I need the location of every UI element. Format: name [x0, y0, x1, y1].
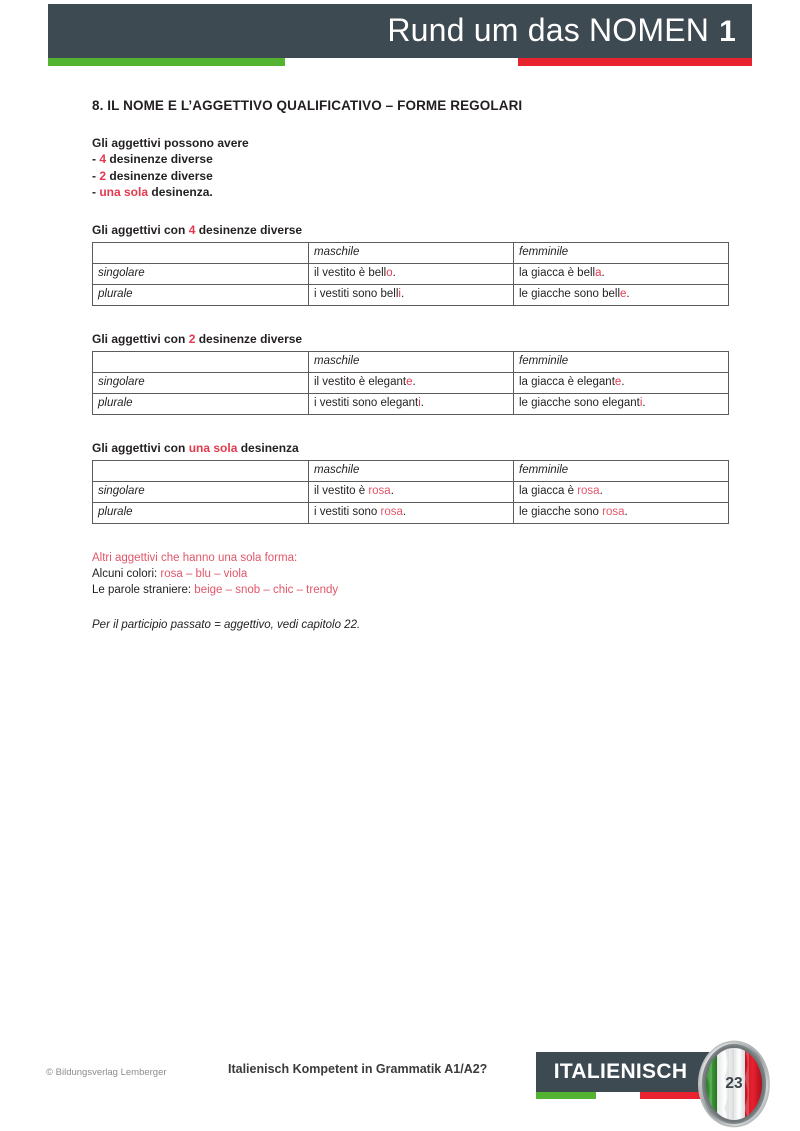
cell-text-pre: il vestito è	[314, 485, 369, 498]
table-1-header-maschile: maschile	[309, 242, 514, 263]
footer-tagline: Italienisch Kompetent in Grammatik A1/A2?	[228, 1062, 488, 1076]
cell-text-accent: rosa	[380, 506, 403, 519]
intro-item-3-dash: -	[92, 185, 100, 200]
table-caption-1-post: desinenze diverse	[195, 222, 303, 237]
table-1-row-2-femminile	[514, 284, 729, 305]
table-caption-1-pre: Gli aggettivi con	[92, 222, 189, 237]
table-row	[93, 284, 729, 305]
header-red-rule	[518, 58, 752, 66]
grammar-table-1	[92, 242, 729, 306]
cell-text-accent: i	[418, 397, 421, 410]
cell-text-pre: il vestito è bell	[314, 267, 387, 280]
table-3-row-2-maschile	[309, 502, 514, 523]
italienisch-badge	[536, 1052, 721, 1092]
table-2-row-1-label: singolare	[93, 372, 309, 393]
table-2-header-maschile: maschile	[309, 351, 514, 372]
table-2-row-2-maschile	[309, 393, 514, 414]
notes-colors-label: Alcuni colori:	[92, 567, 161, 580]
notes-foreign-line	[92, 582, 732, 598]
cell-text-pre: le giacche sono elegant	[519, 397, 640, 410]
cell-text-post: .	[420, 397, 424, 410]
cell-text-pre: la giacca è elegant	[519, 376, 615, 389]
intro-item-1	[92, 151, 732, 167]
header-title-text: Rund um das NOMEN	[387, 11, 710, 48]
table-3-row-2-femminile	[514, 502, 729, 523]
table-3-header-empty	[93, 460, 309, 481]
table-row	[93, 460, 729, 481]
table-caption-3-post: desinenza	[237, 440, 299, 455]
table-3-row-1-maschile	[309, 481, 514, 502]
table-caption-3-pre: Gli aggettivi con	[92, 440, 189, 455]
table-2-header-femminile: femminile	[514, 351, 729, 372]
table-row	[93, 393, 729, 414]
cell-text-post: .	[402, 506, 407, 519]
table-caption-3-accent: una sola	[188, 440, 238, 455]
cell-text-pre: i vestiti sono elegant	[314, 397, 419, 410]
intro-item-1-rest: desinenze diverse	[106, 152, 213, 167]
table-2-row-2-label: plurale	[93, 393, 309, 414]
table-block-2-endings	[92, 332, 732, 415]
cell-text-pre: i vestiti sono	[314, 506, 381, 519]
notes-foreign-value: beige – snob – chic – trendy	[194, 583, 339, 596]
header-bar	[48, 4, 752, 58]
intro-item-2-accent: 2	[99, 168, 107, 183]
page-footer	[0, 1040, 800, 1131]
table-3-header-maschile: maschile	[309, 460, 514, 481]
cell-text-pre: il vestito è elegant	[314, 376, 407, 389]
cell-text-post: .	[390, 485, 394, 498]
intro-item-1-dash: -	[92, 152, 100, 167]
table-1-header-femminile: femminile	[514, 242, 729, 263]
table-1-row-1-label: singolare	[93, 263, 309, 284]
page-content	[92, 98, 732, 633]
intro-item-2-dash: -	[92, 168, 100, 183]
intro-item-3	[92, 184, 732, 200]
notes-colors-value: rosa – blu – viola	[160, 567, 248, 580]
section-title: 8. IL NOME E L’AGGETTIVO QUALIFICATIVO – FORME REGOLARI	[92, 98, 523, 113]
table-row	[93, 242, 729, 263]
table-row	[93, 481, 729, 502]
badge-red-rule	[640, 1092, 702, 1099]
cell-text-accent: e	[620, 288, 627, 301]
cell-text-post: .	[601, 267, 605, 280]
table-caption-2-accent: 2	[188, 331, 196, 346]
table-caption-2	[92, 332, 732, 346]
table-2-header-empty	[93, 351, 309, 372]
intro-block	[92, 135, 732, 201]
table-1-row-1-femminile	[514, 263, 729, 284]
cell-text-accent: rosa	[368, 485, 391, 498]
grammar-table-3	[92, 460, 729, 524]
chapter-number: 1	[719, 14, 736, 48]
table-caption-1-accent: 4	[188, 222, 196, 237]
intro-item-3-rest: desinenza.	[148, 185, 213, 200]
cell-text-post: .	[621, 376, 625, 389]
table-row	[93, 502, 729, 523]
cell-text-accent: rosa	[602, 506, 625, 519]
cell-text-accent: o	[386, 267, 393, 280]
notes-colors-line	[92, 566, 732, 582]
intro-item-2-rest: desinenze diverse	[106, 168, 213, 183]
table-3-row-1-femminile	[514, 481, 729, 502]
cell-text-pre: la giacca è bell	[519, 267, 596, 280]
table-caption-1	[92, 223, 732, 237]
notes-foreign-label: Le parole straniere:	[92, 583, 195, 596]
table-2-row-2-femminile	[514, 393, 729, 414]
cell-text-accent: e	[614, 376, 622, 389]
cell-text-post: .	[599, 485, 603, 498]
table-2-row-1-maschile	[309, 372, 514, 393]
table-row	[93, 372, 729, 393]
intro-lead: Gli aggettivi possono avere	[92, 136, 249, 150]
cell-text-accent: a	[595, 267, 602, 280]
cell-text-post: .	[626, 288, 630, 301]
intro-item-3-accent: una sola	[99, 185, 149, 200]
cell-text-pre: le giacche sono bell	[519, 288, 621, 301]
copyright-text: © Bildungsverlag Lemberger	[46, 1067, 167, 1078]
table-1-header-empty	[93, 242, 309, 263]
table-block-1-ending	[92, 441, 732, 524]
cell-text-post: .	[392, 267, 396, 280]
cell-text-pre: i vestiti sono bell	[314, 288, 399, 301]
page-header	[0, 0, 800, 70]
cell-text-accent: i	[398, 288, 401, 301]
header-title	[387, 12, 736, 49]
page-number-medallion	[697, 1040, 771, 1128]
table-1-row-2-maschile	[309, 284, 514, 305]
grammar-table-2	[92, 351, 729, 415]
cell-text-accent: e	[406, 376, 413, 389]
cell-text-post: .	[400, 288, 405, 301]
cell-text-accent: i	[639, 397, 643, 410]
notes-block	[92, 550, 732, 633]
table-1-row-2-label: plurale	[93, 284, 309, 305]
intro-item-1-accent: 4	[99, 152, 107, 167]
table-block-4-endings	[92, 223, 732, 306]
badge-green-rule	[536, 1092, 596, 1099]
table-row	[93, 351, 729, 372]
table-row	[93, 263, 729, 284]
table-2-row-1-femminile	[514, 372, 729, 393]
table-3-row-1-label: singolare	[93, 481, 309, 502]
table-caption-3	[92, 441, 732, 455]
header-green-rule	[48, 58, 285, 66]
italienisch-badge-label: ITALIENISCH	[553, 1060, 688, 1083]
cell-text-pre: la giacca è	[519, 485, 578, 498]
table-caption-2-pre: Gli aggettivi con	[92, 331, 189, 346]
table-1-row-1-maschile	[309, 263, 514, 284]
table-caption-2-post: desinenze diverse	[195, 331, 303, 346]
notes-footnote: Per il participio passato = aggettivo, vedi capitolo 22.	[92, 618, 361, 631]
page-number: 23	[725, 1075, 743, 1092]
table-3-header-femminile: femminile	[514, 460, 729, 481]
table-3-row-2-label: plurale	[93, 502, 309, 523]
notes-heading: Altri aggettivi che hanno una sola forma:	[92, 551, 298, 564]
cell-text-post: .	[412, 376, 416, 389]
cell-text-post: .	[642, 397, 646, 410]
intro-item-2	[92, 168, 732, 184]
cell-text-pre: le giacche sono	[519, 506, 603, 519]
cell-text-post: .	[624, 506, 628, 519]
cell-text-accent: rosa	[577, 485, 600, 498]
